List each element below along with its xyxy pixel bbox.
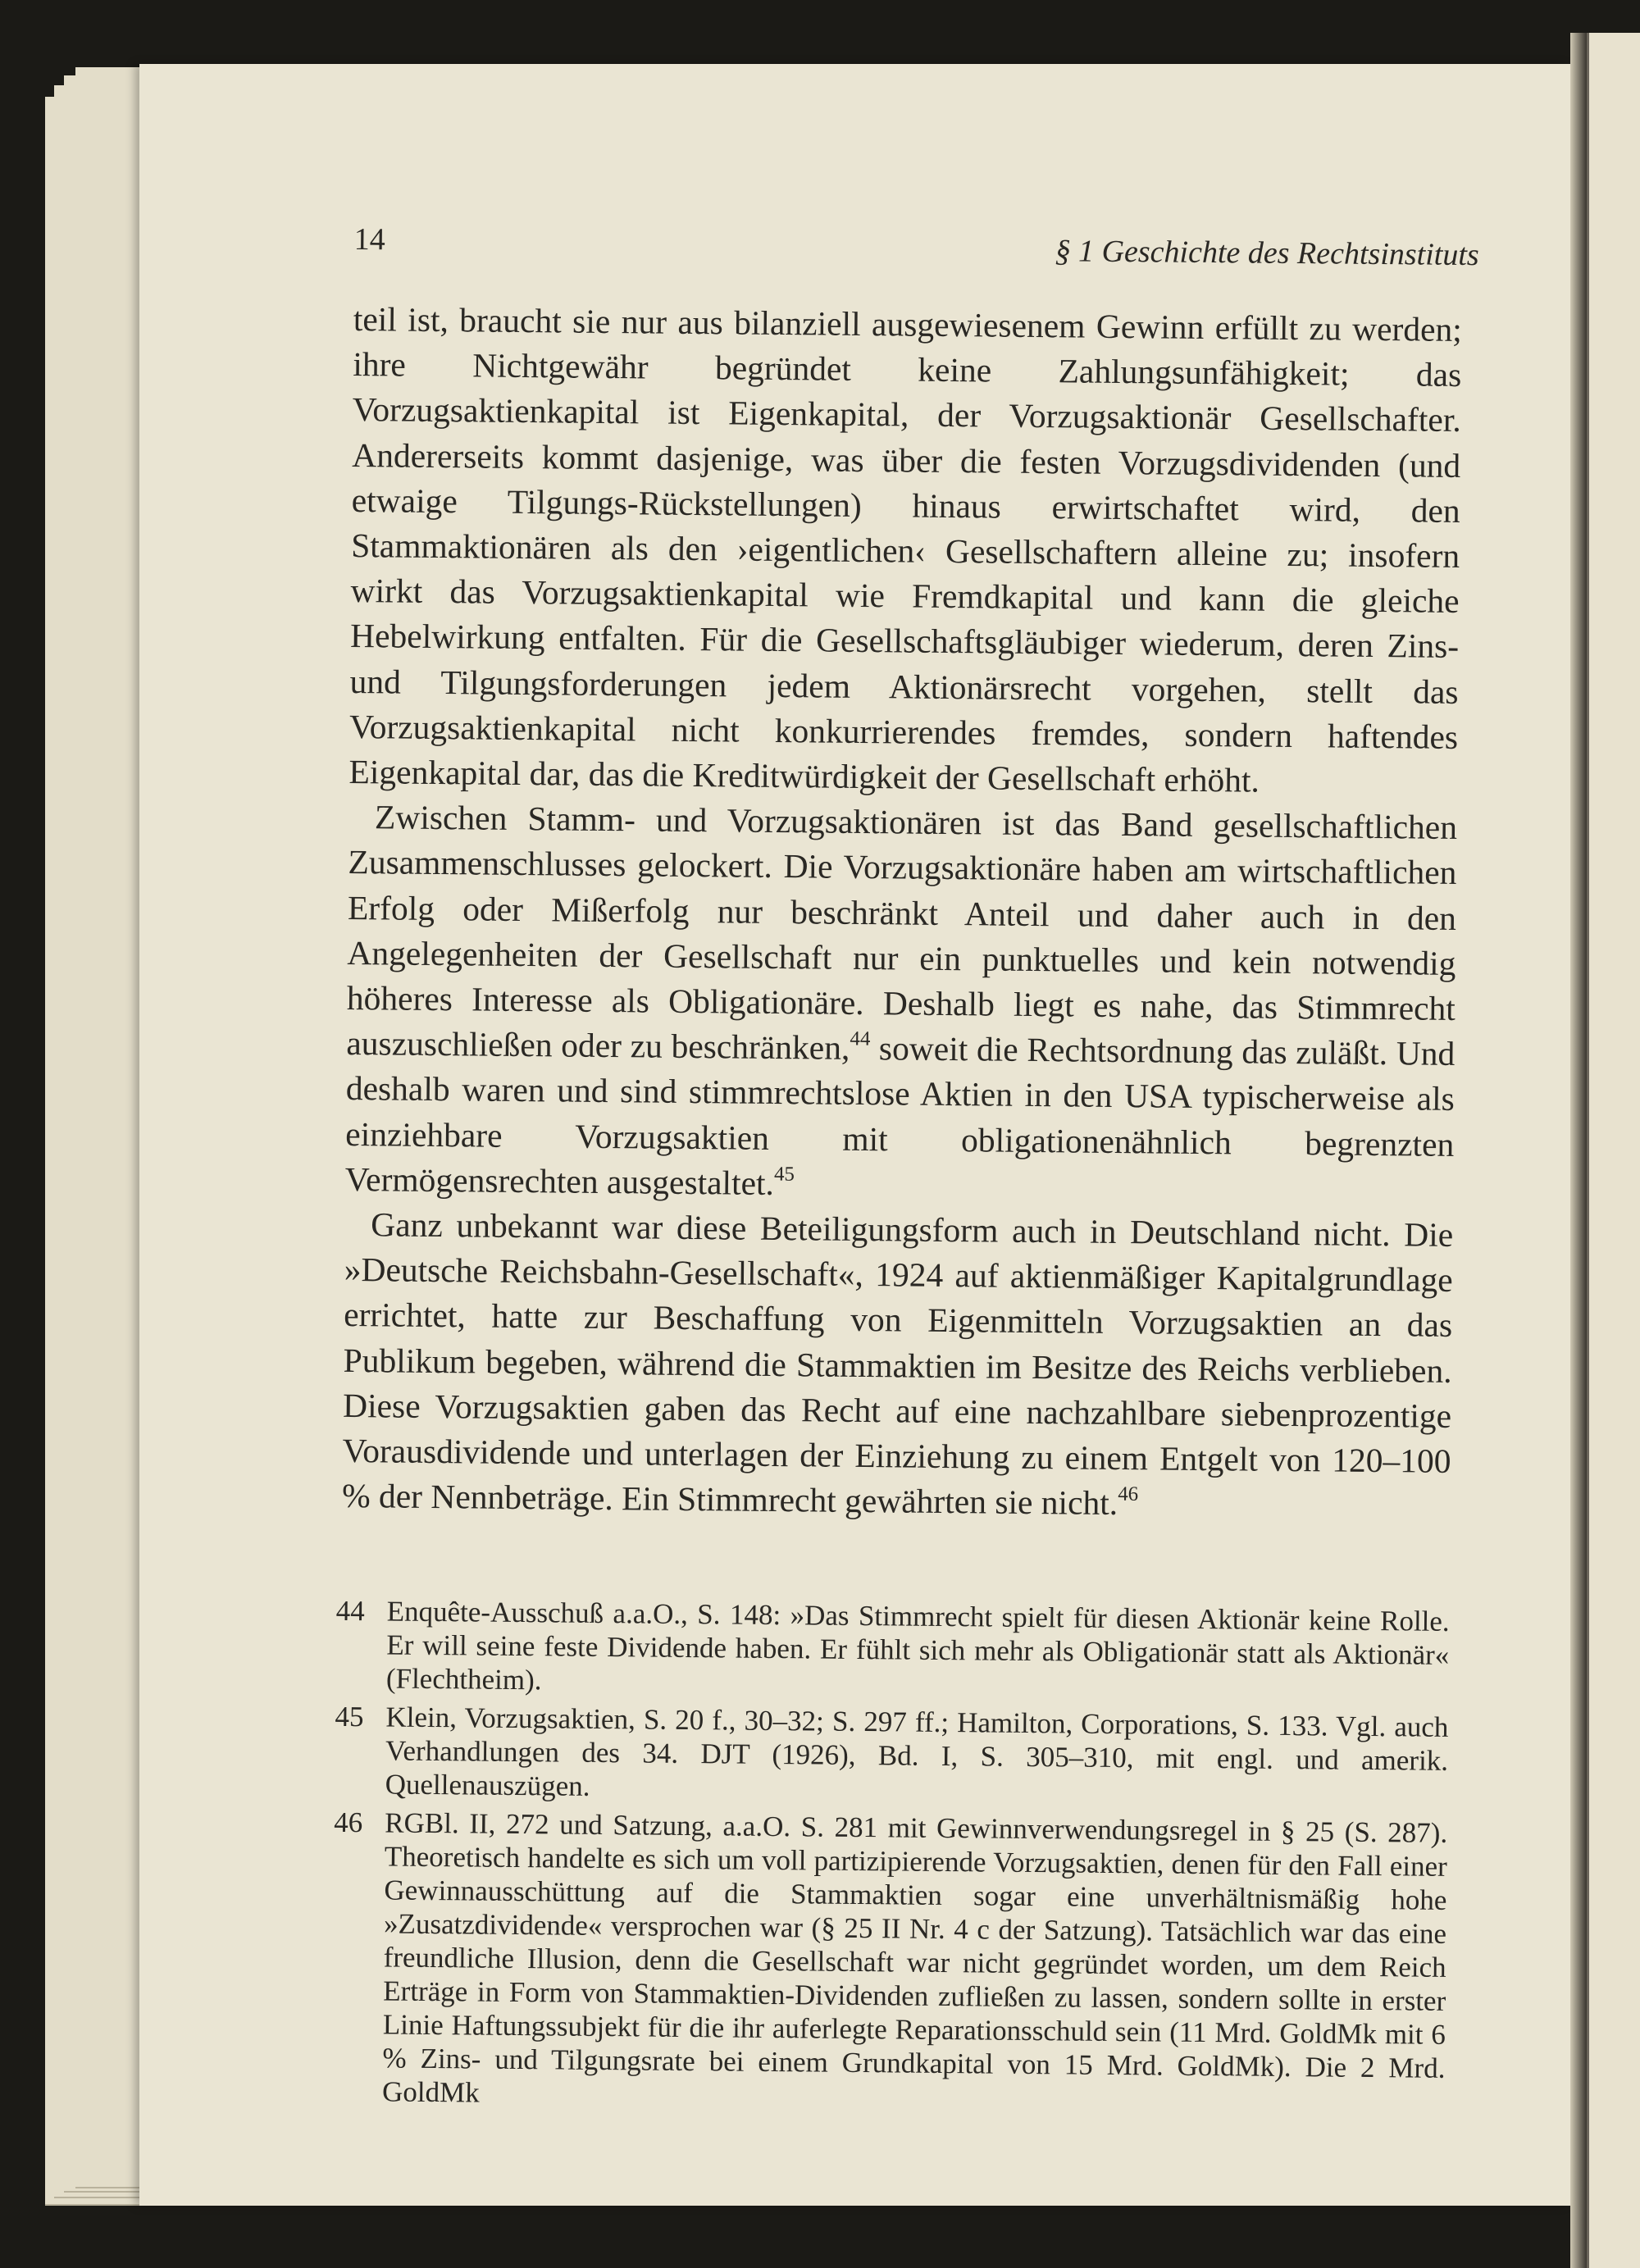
footnote-reference[interactable]: 44 <box>850 1027 871 1050</box>
footnote-reference[interactable]: 46 <box>1118 1482 1139 1506</box>
footnote-number: 44 <box>335 1595 365 1628</box>
footnote <box>336 1806 1447 2119</box>
body-text <box>342 297 1462 1529</box>
paragraph-text: teil ist, braucht sie nur aus bilanziell ausgewiesenem Gewinn erfüllt zu werden; ihre Nichtgewähr begründet keine Zahlungsunfähigkeit; das Vorzugsaktienkapital ist Eigenkapital, der Vorzugsaktionär Gesellschafter. Andererseits kommt dasjenige, was über die festen Vorzugsdividenden (und etwaige Tilgungs-Rückstellungen) hinaus erwirtschaftet wird, den Stammaktionären als den ›eigentlichen‹ Gesellschaftern alleine zu; insofern wirkt das Vorzugsaktienkapital wie Fremdkapital und kann die gleiche Hebelwirkung entfalten. Für die Gesellschaftsgläubiger wiederum, deren Zins- und Tilgungsforderungen jedem Aktionärsrecht vorgehen, stellt das Vorzugsaktienkapital nicht konkurrierendes fremdes, sondern haftendes Eigenkapital dar, das die Kreditwürdigkeit der Gesellschaft erhöht. <box>348 299 1463 799</box>
paragraph <box>345 795 1458 1213</box>
page-number: 14 <box>353 221 385 257</box>
footnote-reference[interactable]: 45 <box>773 1163 795 1186</box>
footnote-text: Enquête-Ausschuß a.a.O., S. 148: »Das Stimmrecht spielt für diesen Aktionär keine Rolle. Er will seine feste Dividende haben. Er fühlt sich mehr als Obligationär statt als Aktionär« (Flechtheim). <box>385 1595 1450 1696</box>
footnote-number: 46 <box>334 1806 363 1839</box>
footnote <box>335 1594 1450 1706</box>
facing-page <box>1587 33 1640 2268</box>
footnote-text: RGBl. II, 272 und Satzung, a.a.O. S. 281 mit Gewinnverwendungsregel in § 25 (S. 287). Theoretisch handelte es sich um voll partizipierende Vorzugsaktien, denen für den Fall einer Gewinnausschüttung auf die Stammaktien sogar eine unverhältnismäßig hohe »Zusatzdividende« versprochen war (§ 25 II Nr. 4 c der Satzung). Tatsächlich war das eine freundliche Illusion, denn die Gesellschaft war nicht gegründet worden, um dem Reich Erträge in Form von Stammaktien-Dividenden zufließen zu lassen, sondern sollte in erster Linie Haftungssubjekt für die ihr auferlegte Reparationsschuld sein (11 Mrd. GoldMk mit 6 % Zins- und Tilgungsrate bei einem Grundkapital von 15 Mrd. GoldMk). Die 2 Mrd. GoldMk <box>381 1806 1448 2110</box>
paragraph-text: Ganz unbekannt war diese Beteiligungsform auch in Deutschland nicht. Die »Deutsche Reichsbahn-Gesellschaft«, 1924 auf aktienmäßiger Kapitalgrundlage errichtet, hatte zur Beschaffung von Eigenmitteln Vorzugsaktien an das Publikum begeben, während die Stammaktien im Besitze des Reichs verblieben. Diese Vorzugsaktien gaben das Recht auf eine nachzahlbare siebenprozentige Vorausdividende und unterlagen der Einziehung zu einem Entgelt von 120–100 % der Nennbeträge. Ein Stimmrecht gewährten sie nicht. <box>341 1205 1454 1523</box>
paragraph <box>342 1202 1454 1529</box>
paragraph <box>348 297 1462 805</box>
page-content <box>334 221 1479 2124</box>
footnote-number: 45 <box>335 1701 364 1733</box>
footnotes <box>336 1594 1450 2119</box>
footnote-text: Klein, Vorzugsaktien, S. 20 f., 30–32; S. 297 ff.; Hamilton, Corporations, S. 133. Vgl. auch Verhandlungen des 34. DJT (1926), Bd. I, S. 305–310, mit engl. und amerik. Quellenauszügen. <box>385 1701 1449 1803</box>
footnote <box>335 1700 1449 1811</box>
section-title: § 1 Geschichte des Rechtsinstituts <box>1055 234 1479 273</box>
paragraph-text: Zwischen Stamm- und Vorzugsaktionären ist das Band gesellschaftlichen Zusammenschlusses gelockert. Die Vorzugsaktionäre haben am wirtschaftlichen Erfolg oder Mißerfolg nur beschränkt Anteil und daher auch in den Angelegenheiten der Gesellschaft nur ein punktuelles und kein notwendig höheres Interesse als Obligationäre. Deshalb liegt es nahe, das Stimmrecht auszuschließen oder zu beschränken, <box>346 798 1458 1068</box>
running-head <box>353 221 1479 289</box>
book-gutter <box>1570 33 1587 2268</box>
paragraph-text: soweit die Rechtsordnung das zuläßt. Und deshalb waren und sind stimmrechtslose Aktien in den USA typischerweise als einziehbare Vorzugsaktien mit obligationenähnlich begrenzten Vermögensrechten ausgestaltet. <box>344 1029 1456 1202</box>
